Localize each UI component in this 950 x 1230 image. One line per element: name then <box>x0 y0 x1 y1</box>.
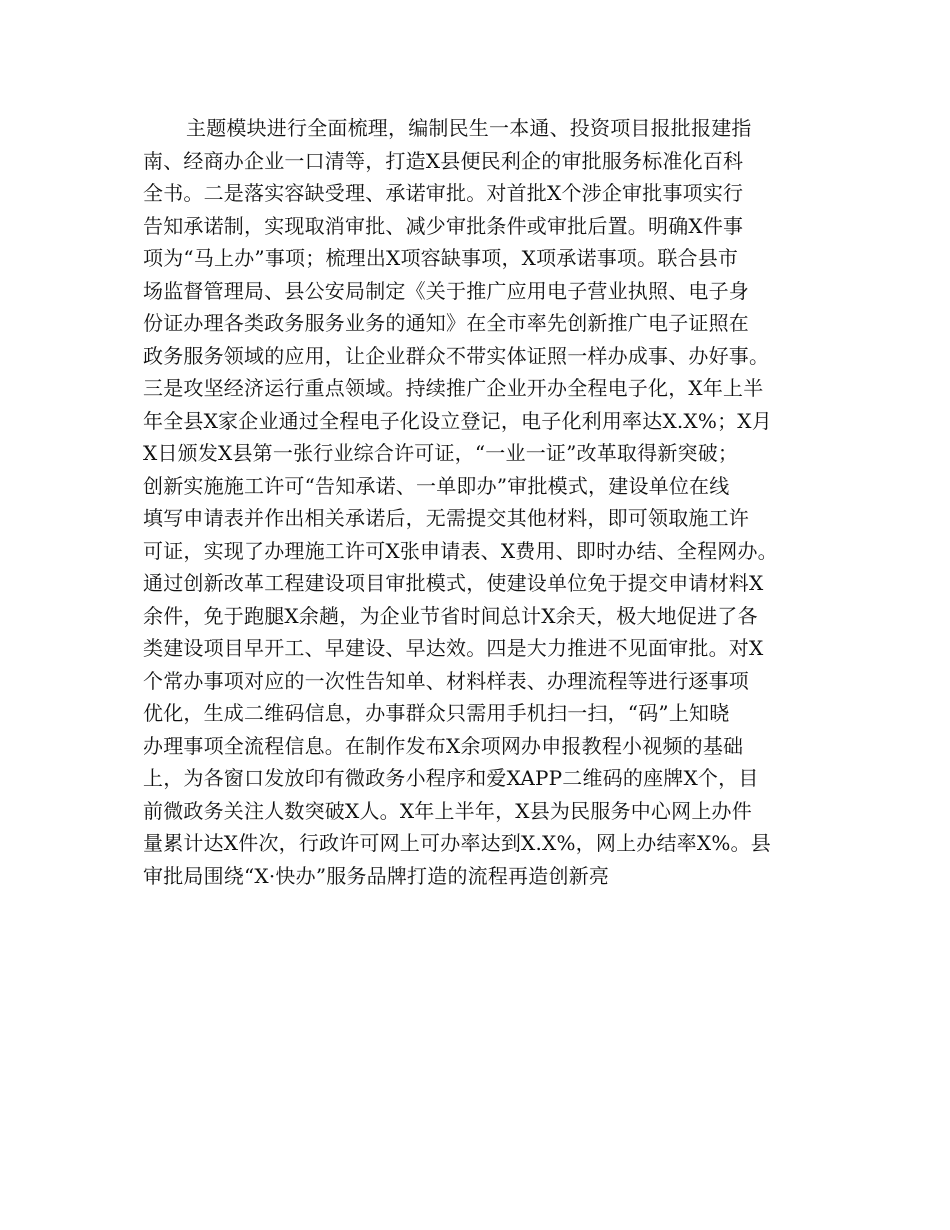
text-line: 审批局围绕“X·快办”服务品牌打造的流程再造创新亮 <box>143 863 610 888</box>
text-line: 项为“马上办”事项；梳理出X项容缺事项，X项承诺事项。联合县市 <box>143 246 739 270</box>
text-line: 量累计达X件次，行政许可网上可办率达到X.X%，网上办结率X%。县 <box>143 831 771 855</box>
text-line: 三是攻坚经济运行重点领域。持续推广企业开办全程电子化，X年上半 <box>143 376 764 400</box>
text-line: 通过创新改革工程建设项目审批模式，使建设单位免于提交申请材料X <box>143 571 764 595</box>
text-line: 类建设项目早开工、早建设、早达效。四是大力推进不见面审批。对X <box>143 636 764 660</box>
text-line: 办理事项全流程信息。在制作发布X余项网办申报教程小视频的基础 <box>143 733 744 758</box>
text-line: 主题模块进行全面梳理，编制民生一本通、投资项目报批报建指 <box>186 116 752 140</box>
text-line: 全书。二是落实容缺受理、承诺审批。对首批X个涉企审批事项实行 <box>143 181 744 205</box>
text-line: 余件，免于跑腿X余趟，为企业节省时间总计X余天，极大地促进了各 <box>143 603 758 628</box>
text-line: X日颁发X县第一张行业综合许可证，“一业一证”改革取得新突破； <box>143 441 739 465</box>
text-line: 填写申请表并作出相关承诺后，无需提交其他材料，即可领取施工许 <box>143 506 749 530</box>
text-line: 个常办事项对应的一次性告知单、材料样表、办理流程等进行逐事项 <box>143 668 749 693</box>
text-line: 可证，实现了办理施工许可X张申请表、X费用、即时办结、全程网办。 <box>143 538 778 563</box>
text-line: 前微政务关注人数突破X人。X年上半年，X县为民服务中心网上办件 <box>143 798 752 823</box>
text-line: 上，为各窗口发放印有微政务小程序和爱XAPP二维码的座牌X个，目 <box>143 766 759 790</box>
text-line: 年全县X家企业通过全程电子化设立登记，电子化利用率达X.X%；X月 <box>143 408 772 433</box>
text-line: 创新实施施工许可“告知承诺、一单即办”审批模式，建设单位在线 <box>143 473 730 498</box>
body-paragraph <box>143 112 843 892</box>
text-line: 场监督管理局、县公安局制定《关于推广应用电子营业执照、电子身 <box>143 278 749 303</box>
text-line: 份证办理各类政务服务业务的通知》在全市率先创新推广电子证照在 <box>143 311 749 335</box>
text-line: 政务服务领域的应用，让企业群众不带实体证照一样办成事、办好事。 <box>143 343 770 368</box>
text-line: 优化，生成二维码信息，办事群众只需用手机扫一扫，“码”上知晓 <box>143 701 730 725</box>
text-line: 南、经商办企业一口清等，打造X县便民利企的审批服务标准化百科 <box>143 148 744 173</box>
text-line: 告知承诺制，实现取消审批、减少审批条件或审批后置。明确X件事 <box>143 213 744 238</box>
